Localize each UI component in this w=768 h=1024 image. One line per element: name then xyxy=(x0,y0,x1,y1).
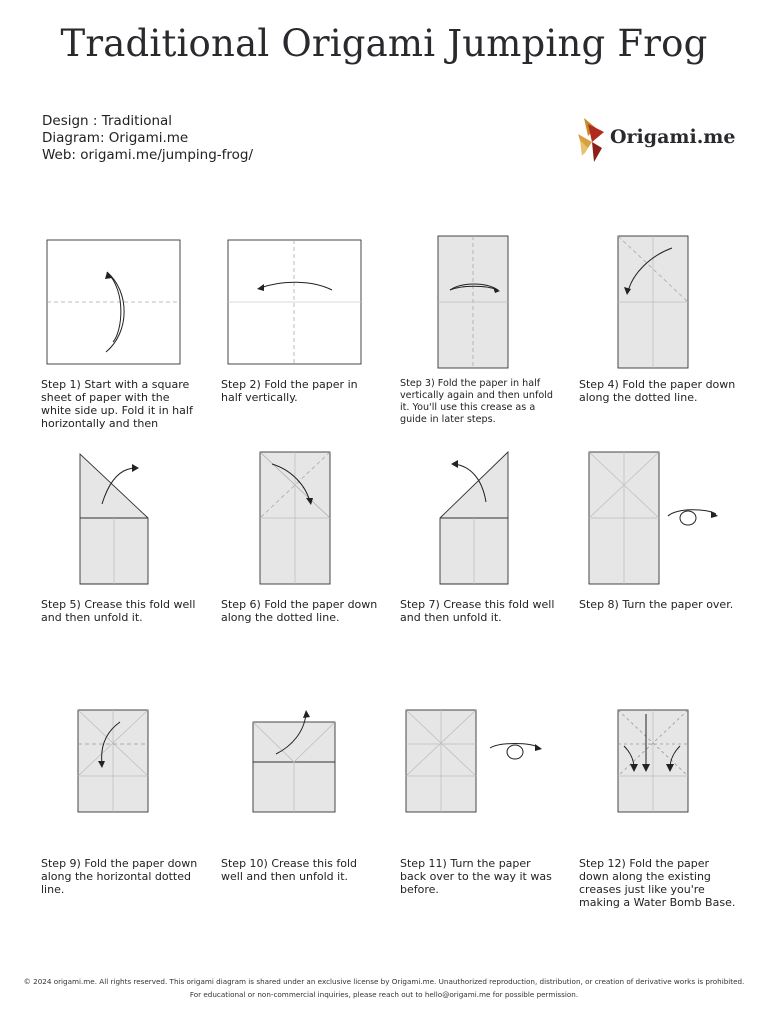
step-4-text: Step 4) Fold the paper down along the dotted line. xyxy=(579,378,736,404)
copyright-notice: © 2024 origami.me. All rights reserved. This origami diagram is shared under an exclusive license by Origami.me. Unauthorized reproduction, distribution, or creation of derivative works is prohibited. xyxy=(23,977,745,986)
step-10-diagram xyxy=(220,706,370,846)
step-8-text: Step 8) Turn the paper over. xyxy=(579,598,734,611)
step-5-diagram xyxy=(40,448,190,588)
design-credit: Design : Traditional xyxy=(42,113,173,129)
credits xyxy=(42,113,253,164)
step-12-text: Step 12) Fold the paper down along the existing creases just like you're making a Water Bomb Base. xyxy=(579,857,736,909)
diagram-credit: Diagram: Origami.me xyxy=(42,130,189,146)
step-2-text: Step 2) Fold the paper in half vertically. xyxy=(221,378,358,404)
footer xyxy=(0,975,768,1001)
logo-text: Origami.me xyxy=(610,126,736,148)
step-7-diagram xyxy=(400,448,550,588)
step-6-diagram xyxy=(220,448,370,588)
step-11-text: Step 11) Turn the paper back over to the way it was before. xyxy=(400,857,552,896)
step-8-diagram xyxy=(580,448,730,588)
crane-logo-icon xyxy=(574,114,610,166)
step-4-diagram xyxy=(580,232,730,372)
web-credit: Web: origami.me/jumping-frog/ xyxy=(42,147,254,163)
permission-notice: For educational or non-commercial inquiries, please reach out to hello@origami.me for possible permission. xyxy=(189,990,579,999)
step-9-text: Step 9) Fold the paper down along the horizontal dotted line. xyxy=(41,857,198,896)
step-7-text: Step 7) Crease this fold well and then unfold it. xyxy=(400,598,555,624)
step-6-text: Step 6) Fold the paper down along the dotted line. xyxy=(221,598,378,624)
step-2-diagram xyxy=(220,232,370,372)
step-1-text: Step 1) Start with a square sheet of paper with the white side up. Fold it in half horizontally and then xyxy=(41,378,193,430)
step-1-diagram xyxy=(40,232,190,372)
step-9-diagram xyxy=(40,706,190,846)
step-5-text: Step 5) Crease this fold well and then unfold it. xyxy=(41,598,196,624)
origami-logo[interactable] xyxy=(574,114,734,166)
step-10-text: Step 10) Crease this fold well and then unfold it. xyxy=(221,857,358,883)
step-11-diagram xyxy=(400,706,550,846)
page-title: Traditional Origami Jumping Frog xyxy=(60,22,708,65)
step-3-diagram xyxy=(400,232,550,372)
step-3-text: Step 3) Fold the paper in half vertically again and then unfold it. You'll use this crease as a guide in later steps. xyxy=(400,378,553,425)
step-12-diagram xyxy=(580,706,730,846)
